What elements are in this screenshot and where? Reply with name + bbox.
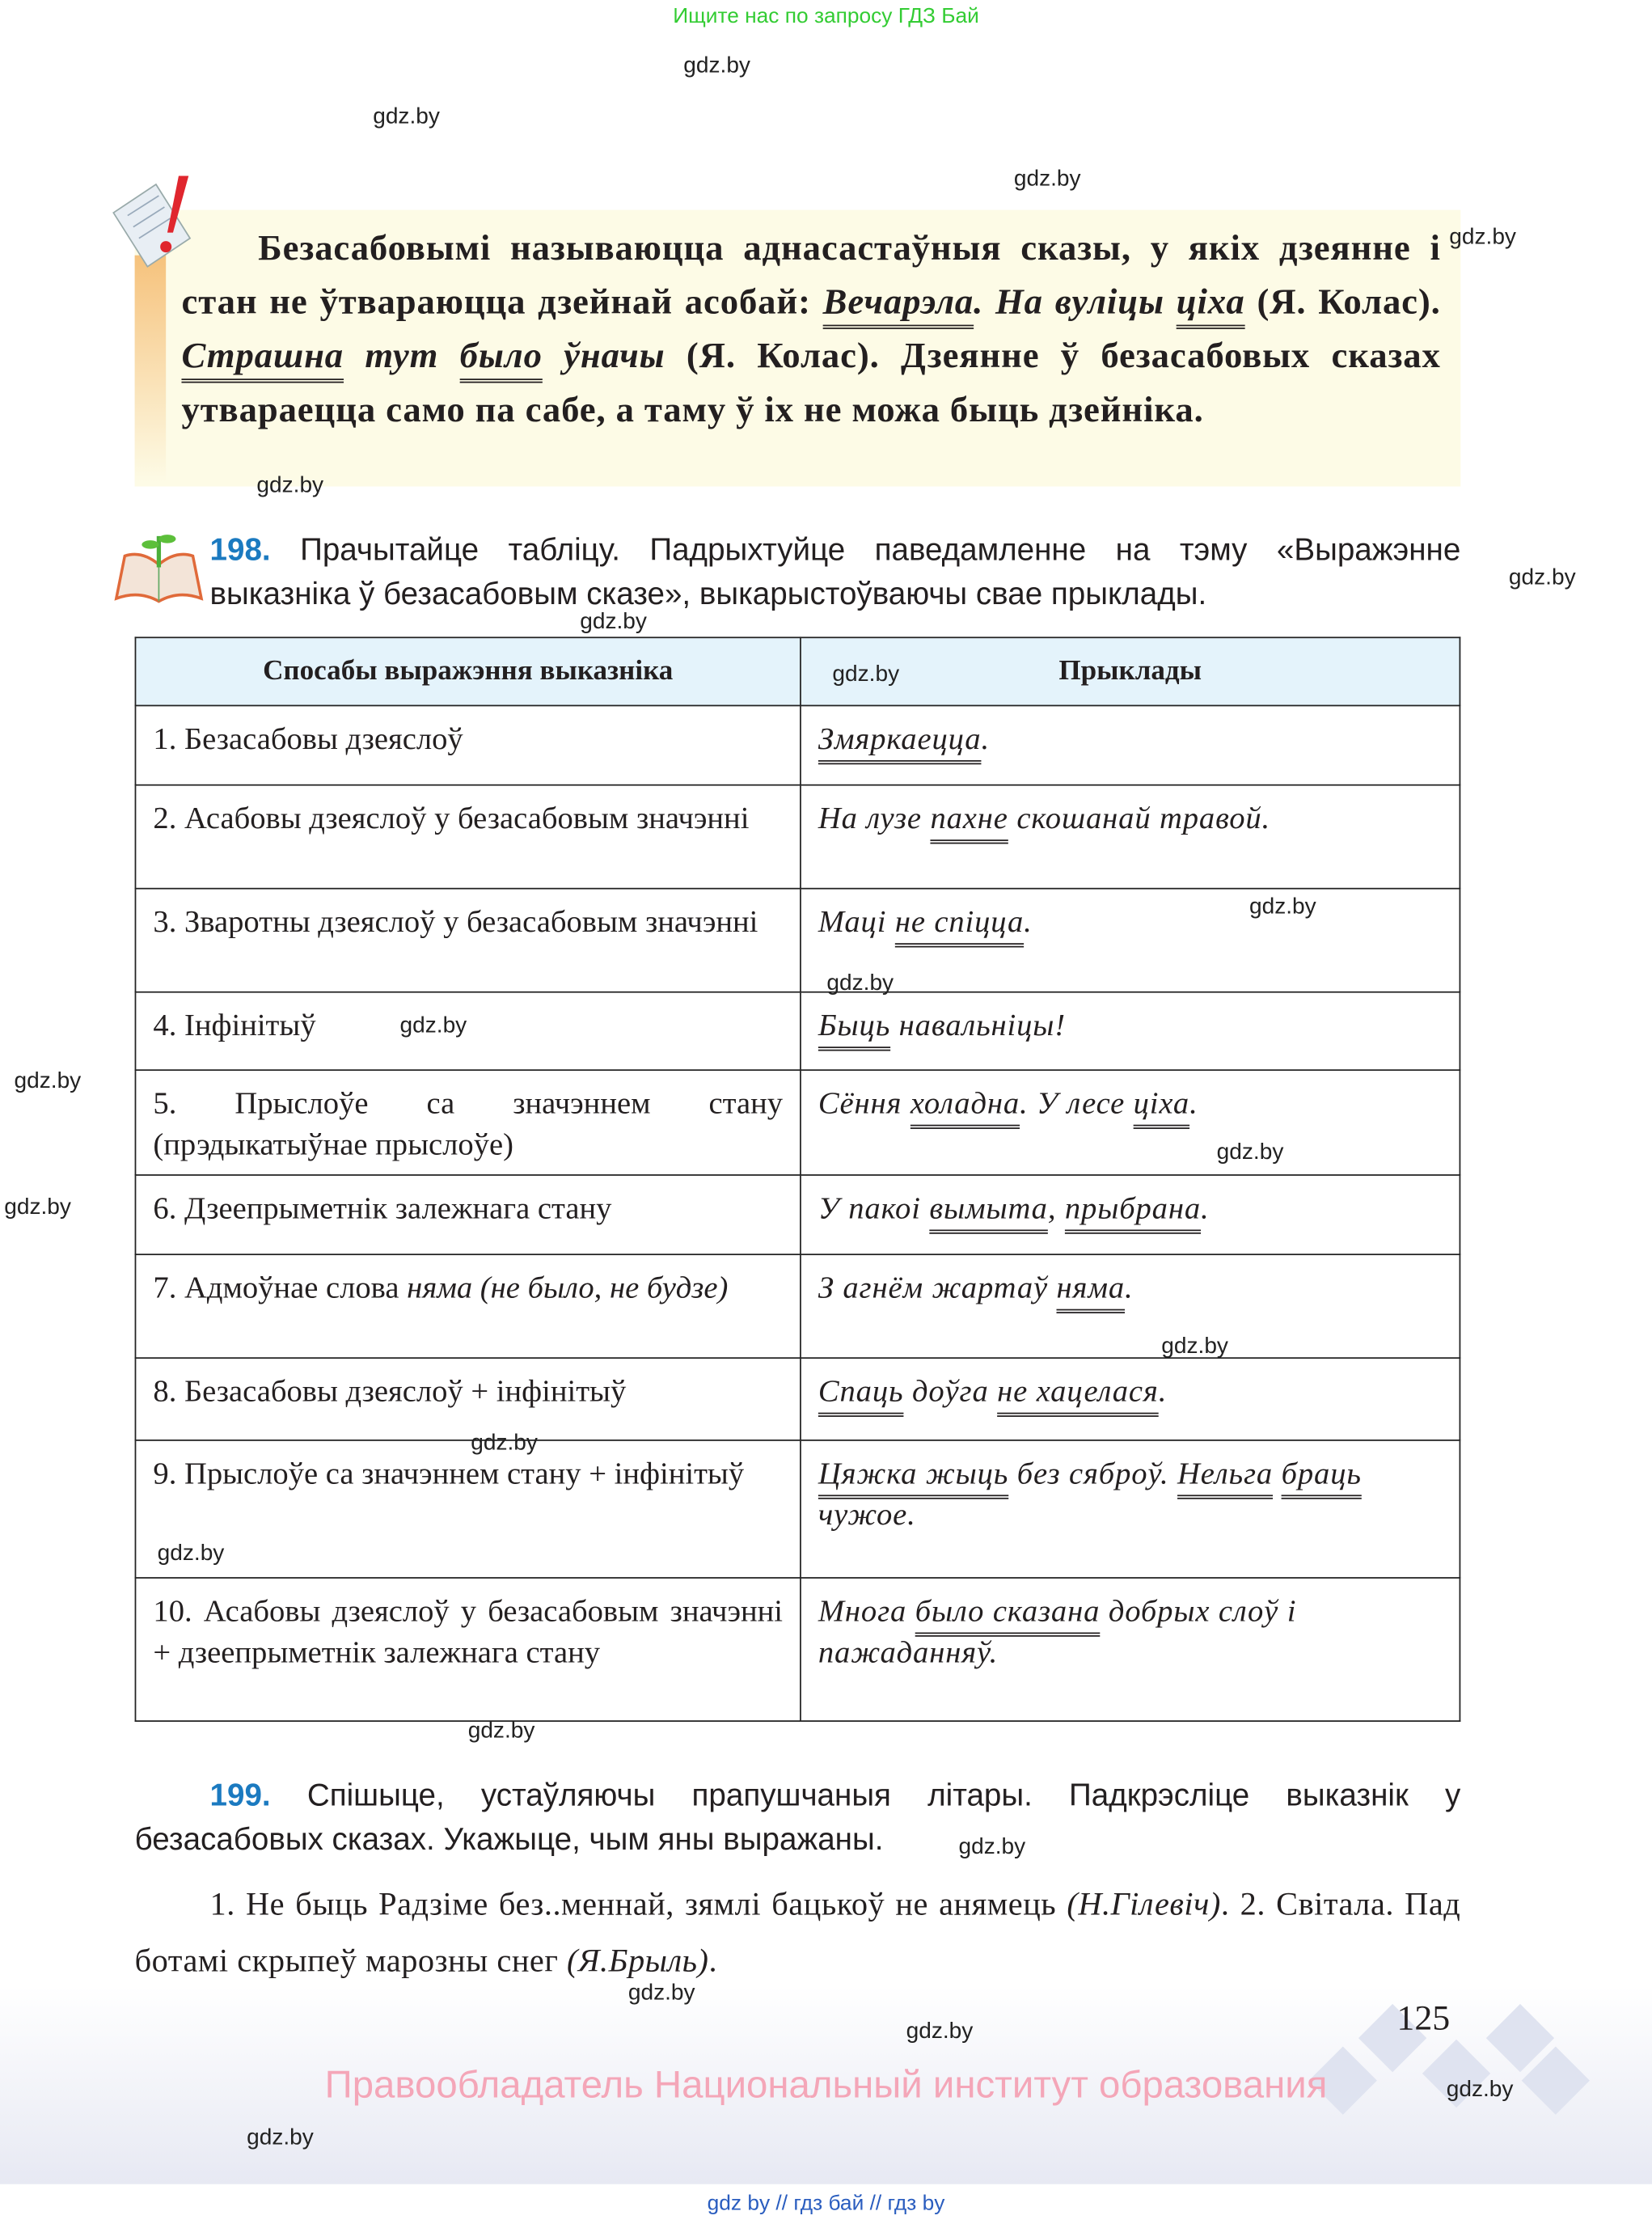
- example-cell: [801, 889, 1460, 992]
- example-cell: [801, 1175, 1460, 1254]
- method-cell: [135, 889, 800, 992]
- underlined-predicate: не хацелася: [997, 1372, 1159, 1409]
- underlined-predicate: холадна: [910, 1085, 1020, 1121]
- text-segment: .: [1024, 903, 1033, 939]
- underlined-predicate: Спаць: [818, 1372, 904, 1409]
- underlined-predicate: няма: [1056, 1269, 1126, 1305]
- text-segment: добрых слоў і пажаданняў.: [818, 1592, 1297, 1670]
- text-segment: [1273, 1455, 1282, 1490]
- watermark: gdz.by: [958, 1835, 1026, 1860]
- watermark: gdz.by: [906, 2019, 974, 2044]
- text-segment: Маці: [818, 903, 895, 939]
- table-row: [135, 992, 1460, 1070]
- watermark: gdz.by: [832, 662, 900, 687]
- example-cell: [801, 785, 1460, 889]
- watermark: gdz.by: [1216, 1139, 1284, 1165]
- method-cell: [135, 1440, 800, 1578]
- watermark: gdz.by: [1161, 1334, 1228, 1359]
- underlined-predicate: ціха: [1133, 1085, 1190, 1121]
- method-cell: [135, 1175, 800, 1254]
- text-segment: У пакоі: [818, 1190, 930, 1226]
- text-segment: навальніцы!: [890, 1007, 1067, 1042]
- copyright-notice: Правообладатель Национальный институт образования: [324, 2063, 1328, 2107]
- text-segment: ,: [1047, 1190, 1065, 1226]
- text-segment: няма (не было, не будзе): [407, 1269, 729, 1305]
- header-examples: Прыклады: [801, 637, 1460, 705]
- text-segment: .: [1125, 1269, 1134, 1305]
- method-cell: [135, 992, 800, 1070]
- watermark: gdz.by: [1013, 167, 1081, 192]
- method-cell: [135, 1578, 800, 1721]
- example-cell: [801, 1358, 1460, 1440]
- task-198: 198. Прачытайце табліцу. Падрыхтуйце паведамленне на тэму «Выражэнне выказніка ў безасабовым сказе», выкарыстоўваючы свае прыклады.: [209, 531, 1461, 611]
- book-sprout-icon: [113, 525, 204, 607]
- example-cell: [801, 705, 1460, 784]
- text-segment: 5. Прыслоўе са значэннем стану (прэдыкатыўнае прыслоўе): [153, 1085, 784, 1162]
- table-row: [135, 1175, 1460, 1254]
- underlined-predicate: браць: [1281, 1455, 1362, 1491]
- text-segment: .: [1201, 1190, 1210, 1226]
- watermark: gdz.by: [1449, 225, 1516, 250]
- exercise-text: 1. Не быць Радзіме без..меннай, зямлі бацькоў не анямець (Н.Гілевіч). 2. Світала. Пад ботамі скрыпеў марозны снег (Я.Брыль).: [134, 1886, 1461, 1979]
- text-segment: 2. Асабовы дзеяслоў у безасабовым значэнні: [153, 800, 750, 835]
- text-segment: скошанай травой.: [1008, 800, 1271, 835]
- task-199: 199. Спішыце, устаўляючы прапушчаныя літары. Падкрэсліце выказнік у безасабовых сказах. Укажыце, чым яны выражаны.: [134, 1777, 1461, 1857]
- underlined-predicate: прыбрана: [1064, 1190, 1202, 1226]
- search-hint: Ищите нас по запросу ГДЗ Бай: [673, 4, 979, 29]
- underlined-predicate: Быць: [818, 1007, 891, 1042]
- method-cell: [135, 1070, 800, 1175]
- underlined-predicate: Змяркаецца: [818, 720, 982, 756]
- page-number: 125: [1396, 1999, 1451, 2039]
- method-cell: [135, 705, 800, 784]
- watermark: gdz.by: [580, 610, 647, 634]
- underlined-predicate: вымыта: [929, 1190, 1048, 1226]
- table-row: [135, 1578, 1460, 1721]
- bottom-links[interactable]: gdz by // гдз бай // гдз by: [707, 2191, 945, 2216]
- table-row: [135, 1440, 1460, 1578]
- text-segment: .: [1158, 1372, 1168, 1409]
- text-segment: 8. Безасабовы дзеяслоў + інфінітыў: [153, 1372, 627, 1409]
- header-methods: Спосабы выражэння выказніка: [135, 637, 800, 705]
- watermark: gdz.by: [471, 1431, 538, 1456]
- underlined-predicate: Нельга: [1177, 1455, 1274, 1491]
- underlined-predicate: пахне: [930, 800, 1008, 835]
- example-cell: [801, 1254, 1460, 1358]
- underlined-predicate: не спіцца: [894, 903, 1025, 939]
- text-segment: 4. Інфінітыў: [153, 1007, 316, 1042]
- example-cell: [801, 1440, 1460, 1578]
- text-segment: доўга: [903, 1372, 998, 1409]
- predicate-table: [135, 636, 1461, 1722]
- text-segment: Сёння: [818, 1085, 911, 1121]
- text-segment: З агнём жартаў: [818, 1269, 1057, 1305]
- text-segment: 6. Дзеепрыметнік залежнага стану: [153, 1190, 612, 1226]
- text-segment: 1. Безасабовы дзеяслоў: [153, 720, 463, 756]
- text-segment: На лузе: [818, 800, 931, 835]
- watermark: gdz.by: [247, 2125, 314, 2150]
- watermark: gdz.by: [157, 1541, 225, 1567]
- watermark: gdz.by: [826, 971, 894, 996]
- method-cell: [135, 785, 800, 889]
- watermark: gdz.by: [1508, 565, 1576, 590]
- underlined-predicate: было сказана: [915, 1592, 1101, 1629]
- text-segment: 9. Прыслоўе са значэннем стану + інфінітыў: [153, 1455, 745, 1491]
- rule-text: Безасабовымі называюцца аднасастаўныя сказы, у якіх дзеянне і стан не ўтвараюцца дзейнай асобай: Вечарэла. На вуліцы ціха (Я. Колас). Страшна тут было ўначы (Я. Колас). Дзеянне ў безасабовых сказах утвараецца само па сабе, а таму ў іх не можа быць дзейніка.: [181, 226, 1441, 430]
- text-segment: . У лесе: [1020, 1085, 1134, 1121]
- underlined-predicate: Цяжка жыць: [818, 1455, 1009, 1491]
- table-row: [135, 1254, 1460, 1358]
- table-row: [135, 1358, 1460, 1440]
- text-segment: .: [981, 720, 990, 756]
- watermark: gdz.by: [373, 104, 440, 129]
- example-cell: [801, 1578, 1460, 1721]
- method-cell: [135, 1358, 800, 1440]
- text-segment: без сяброў.: [1008, 1455, 1178, 1491]
- example-cell: [801, 992, 1460, 1070]
- text-segment: 10. Асабовы дзеяслоў у безасабовым значэнні + дзеепрыметнік залежнага стану: [153, 1592, 784, 1670]
- watermark: gdz.by: [14, 1069, 82, 1094]
- watermark: gdz.by: [399, 1013, 467, 1038]
- method-cell: [135, 1254, 800, 1358]
- watermark: gdz.by: [1446, 2078, 1514, 2102]
- watermark: gdz.by: [467, 1719, 535, 1744]
- text-segment: чужое.: [818, 1496, 916, 1532]
- watermark: gdz.by: [4, 1195, 71, 1220]
- table-row: [135, 705, 1460, 784]
- example-cell: [801, 1070, 1460, 1175]
- text-segment: Многа: [818, 1592, 915, 1629]
- watermark: gdz.by: [683, 53, 750, 78]
- table-row: [135, 785, 1460, 889]
- text-segment: 3. Зваротны дзеяслоў у безасабовым значэнні: [153, 903, 758, 939]
- watermark: gdz.by: [256, 473, 324, 498]
- watermark: gdz.by: [627, 1981, 695, 2006]
- text-segment: 7. Адмоўнае слова: [153, 1269, 408, 1305]
- rule-accent-bar: [135, 256, 167, 483]
- watermark: gdz.by: [1249, 894, 1316, 920]
- text-segment: .: [1189, 1085, 1198, 1121]
